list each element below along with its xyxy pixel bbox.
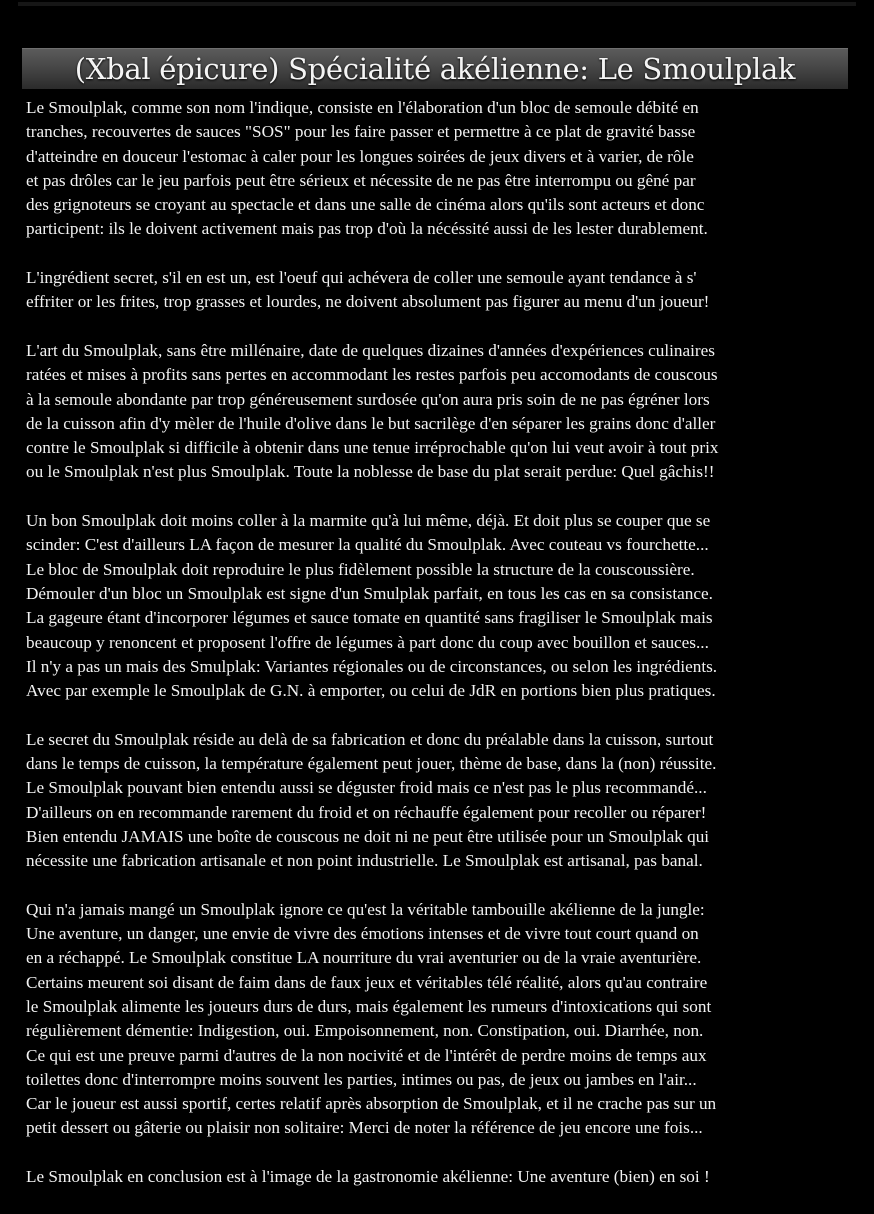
text-line: Le secret du Smoulplak réside au delà de sa fabrication et donc du préalable dans la cuisson, surtout [26, 729, 714, 749]
text-line: nécessite une fabrication artisanale et non point industrielle. Le Smoulplak est artisanal, pas banal. [26, 851, 703, 871]
text-line: régulièrement démentie: Indigestion, oui. Empoisonnement, non. Constipation, oui. Diarrhée, non. [26, 1021, 704, 1041]
paragraph-conclusion [26, 1165, 866, 1189]
text-line: Ce qui est une preuve parmi d'autres de la non nocivité et de l'intérêt de perdre moins de temps aux [26, 1045, 707, 1065]
text-line: Car le joueur est aussi sportif, certes relatif après absorption de Smoulplak, et il ne crache pas sur un [26, 1094, 717, 1114]
text-line: de la cuisson afin d'y mèler de l'huile d'olive dans le but sacrilège d'en séparer les grains donc d'aller [26, 413, 716, 433]
title-bar [22, 48, 848, 89]
text-line: en a réchappé. Le Smoulplak constitue LA nourriture du vrai aventurier ou de la vraie aventurière. [26, 948, 702, 968]
text-line: Démouler d'un bloc un Smoulplak est signe d'un Smulplak parfait, en tous les cas en sa consistance. [26, 583, 713, 603]
text-line: dans le temps de cuisson, la température également peut jouer, thème de base, dans la (non) réussite. [26, 754, 717, 774]
article-body [26, 96, 866, 1214]
paragraph-quality [26, 509, 866, 703]
text-line: L'art du Smoulplak, sans être millénaire, date de quelques dizaines d'années d'expériences culinaires [26, 340, 715, 360]
paragraph-cooking [26, 728, 866, 874]
text-line: Bien entendu JAMAIS une boîte de couscous ne doit ni ne peut être utilisée pour un Smoulplak qui [26, 826, 710, 846]
text-line: Le Smoulplak en conclusion est à l'image de la gastronomie akélienne: Une aventure (bien) en soi ! [26, 1167, 710, 1187]
text-line: participent: ils le doivent activement mais pas trop d'où la nécéssité aussi de les lester durablement. [26, 219, 708, 239]
text-line: à la semoule abondante par trop généreusement surdosée qu'on aura pris soin de ne pas égréner lors [26, 389, 710, 409]
text-line: ratées et mises à profits sans pertes en accommodant les restes parfois peu accomodants de couscous [26, 365, 718, 385]
text-line: Une aventure, un danger, une envie de vivre des émotions intenses et de vivre tout court quand on [26, 924, 699, 944]
text-line: scinder: C'est d'ailleurs LA façon de mesurer la qualité du Smoulplak. Avec couteau vs fourchette... [26, 535, 709, 555]
text-line: La gageure étant d'incorporer légumes et sauce tomate en quantité sans fragiliser le Smoulplak mais [26, 608, 713, 628]
text-line: contre le Smoulplak si difficile à obtenir dans une tenue irréprochable qu'on lui veut avoir à tout prix [26, 438, 719, 458]
text-line: Qui n'a jamais mangé un Smoulplak ignore ce qu'est la véritable tambouille akélienne de la jungle: [26, 899, 705, 919]
paragraph-adventure [26, 898, 866, 1141]
text-line: Le Smoulplak, comme son nom l'indique, consiste en l'élaboration d'un bloc de semoule débité en [26, 98, 699, 117]
text-line: tranches, recouvertes de sauces "SOS" pour les faire passer et permettre à ce plat de gravité basse [26, 122, 696, 142]
paragraph-intro [26, 96, 866, 242]
text-line: effriter or les frites, trop grasses et lourdes, ne doivent absolument pas figurer au menu d'un joueur! [26, 292, 710, 312]
text-line: Avec par exemple le Smoulplak de G.N. à emporter, ou celui de JdR en portions bien plus pratiques. [26, 681, 716, 701]
text-line: D'ailleurs on en recommande rarement du froid et on réchauffe également pour recoller ou réparer! [26, 802, 707, 822]
paragraph-secret-ingredient [26, 266, 866, 315]
text-line: L'ingrédient secret, s'il en est un, est l'oeuf qui achévera de coller une semoule ayant tendance à s' [26, 268, 697, 288]
text-line: beaucoup y renoncent et proposent l'offre de légumes à part donc du coup avec bouillon et sauces... [26, 632, 709, 652]
top-divider [18, 2, 856, 6]
text-line: le Smoulplak alimente les joueurs durs de durs, mais également les rumeurs d'intoxications qui sont [26, 996, 712, 1016]
text-line: petit dessert ou gâterie ou plaisir non solitaire: Merci de noter la référence de jeu encore une fois... [26, 1118, 703, 1138]
text-line: toilettes donc d'interrompre moins souvent les parties, intimes ou pas, de jeux ou jambes en l'air... [26, 1069, 697, 1089]
text-line: ou le Smoulplak n'est plus Smoulplak. Toute la noblesse de base du plat serait perdue: Quel gâchis!! [26, 462, 715, 482]
text-line: Le Smoulplak pouvant bien entendu aussi se déguster froid mais ce n'est pas le plus recommandé... [26, 778, 707, 798]
paragraph-history [26, 339, 866, 485]
text-line: et pas drôles car le jeu parfois peut être sérieux et nécessite de ne pas être interrompu ou gêné par [26, 170, 696, 190]
page-title: (Xbal épicure) Spécialité akélienne: Le Smoulplak [74, 52, 796, 86]
text-line: Certains meurent soi disant de faim dans de faux jeux et véritables télé réalité, alors qu'au contraire [26, 972, 708, 992]
text-line: Le bloc de Smoulplak doit reproduire le plus fidèlement possible la structure de la couscoussière. [26, 559, 695, 579]
text-line: Un bon Smoulplak doit moins coller à la marmite qu'à lui même, déjà. Et doit plus se couper que se [26, 511, 711, 531]
text-line: des grignoteurs se croyant au spectacle et dans une salle de cinéma alors qu'ils sont acteurs et donc [26, 195, 705, 215]
text-line: d'atteindre en douceur l'estomac à caler pour les longues soirées de jeux divers et à varier, de rôle [26, 146, 694, 166]
text-line: Il n'y a pas un mais des Smulplak: Variantes régionales ou de circonstances, ou selon les ingrédients. [26, 656, 718, 676]
